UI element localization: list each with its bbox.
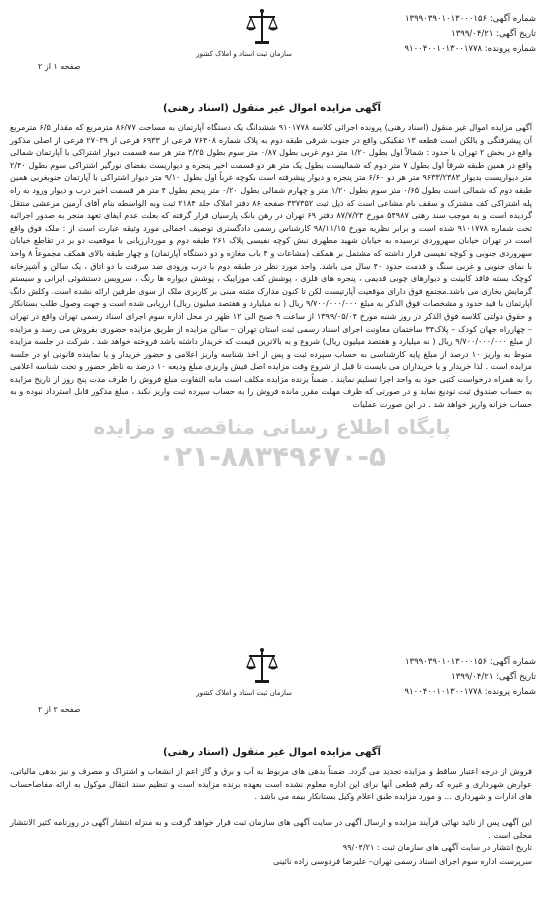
watermark-text: پایگاه اطلاع رسانی مناقصه و مزایده <box>93 415 451 439</box>
scales-of-justice-icon <box>245 8 279 48</box>
watermark-phone: ۰۲۱-۸۸۳۴۹۶۷۰-۵ <box>157 440 387 473</box>
logo-caption: سازمان ثبت اسناد و املاک کشور <box>196 50 292 58</box>
notice-meta <box>286 655 536 700</box>
signature: سرپرست اداره سوم اجرای اسناد رسمی تهران– علیرضا فردوسی زاده نائینی <box>272 856 532 866</box>
organization-logo <box>196 647 292 697</box>
notice-meta <box>286 12 536 57</box>
notice-body: فروش از درجه اعتبار ساقط و مزایده تجدید می گردد. ضمناً بدهی های مربوط به آب و برق و گاز اعم از انشعاب و اشتراک و مصرف و نیز بدهی مالیاتی، عوارض شهرداری و غیره که رقم قطعی آنها برای این اداره معلوم نشده است بعهده برنده مزایده است و تنظیم سند انتقال موکول به ارائه مفاصاحساب های ادارات و شهرداری ... و مورد مزایده طبق اعلام وکیل بستانکار بیمه می باشد . <box>10 766 532 802</box>
notice-title: آگهی مزایده اموال غیر منقول (اسناد رهنی) <box>163 747 381 758</box>
ad-number: شماره آگهی: ۱۳۹۹۰۳۹۰۱۰۱۳۰۰۰۱۵۶ <box>404 657 536 667</box>
publication-date: تاریخ انتشار در سایت آگهی های سازمان ثبت : ۹۹/۰۴/۲۱ <box>342 842 532 852</box>
notice-body-publication: این آگهی پس از تائید نهائی فرآیند مزایده و ارسال آگهی در سایت آگهی های سازمان ثبت قرار خواهد گرفت و به منزله انتشار آگهی در روزنامه کثیر الانتشار محلی است . <box>10 817 532 840</box>
scales-of-justice-icon <box>245 647 279 687</box>
page-folio: صفحه ۲ از ۲ <box>38 705 81 714</box>
ad-number: شماره آگهی: ۱۳۹۹۰۳۹۰۱۰۱۳۰۰۰۱۵۶ <box>404 14 536 24</box>
ad-date: تاریخ آگهی: ۱۳۹۹/۰۴/۲۱ <box>451 672 536 682</box>
ad-date: تاریخ آگهی: ۱۳۹۹/۰۴/۲۱ <box>451 29 536 39</box>
notice-body: آگهی مزایده اموال غیر منقول (اسناد رهنی) پرونده اجرائی کلاسه ۹۱۰۱۷۷۸ ششدانگ یک دستگاه آپارتمان به مساحت ۸۶/۷۷ مترمربع که مقدار ۶/۵ مترمربع آن پیشرفتگی و بالکن است قطعه ۱۳ تفکیکی واقع در جنوب شرقی طبقه دوم به پلاک شماره ۷۶۴۰۸ فرعی از ۶۹۳۳ فرعی از ۲۷۰۳۹ فرعی از اصلی مذکور واقع در بخش ۲ تهران با حدود : شمالاً اول بطول ۱/۲۰ متر دوم غربی بطول ۰/۸۷ متر سوم بطول ۳/۲۵ متر هر سه قسمت دیوار اشتراکی با آپارتمان شمالی واقع در همین طبقه شرقاً اول بطول ۷ متر دوم که شمالیست بطول یک متر هر دو قسمت اخیر پنجره و دیواریست بفضای نورگیر اشتراکی سوم بطول ۲/۴۰ متر دیواریست بدیوار ۹۶۳۳/۲۳۸۳ متر هر دو ۶/۶۰ متر پنجره و دیوار پیشرفته است بکوچه غرباً اول بطول ۹/۱۰ متر دیوار اشتراکی با آپارتمان جنوبغربی همین طبقه دوم که شمالی است بطول ۰/۶۵ متر سوم بطول ۱/۲۰ متر و چهارم شمالی بطول ۰/۲۰ متر پنجم بطول ۴ متر هر قسمت اخیر درب و دیوار ورود به راه پله اشتراکی کف مشترک و سقف بام مشاعی است که ذیل ثبت ۳۳۷۳۵۲ صفحه ۸۶ دفتر املاک جلد ۲۱۸۴ ثبت وبه الواسطه بنام آقای آرمین مرعشی منتقل گردیده است و به موجب سند رهنی ۵۴۹۸۷ مورخ ۸۷/۷/۲۴ دفتر ۶۹ تهران در رهن بانک پارسیان قرار گرفته که بعلت عدم ایفای تعهد منجر به صدور اجرائیه تحت شماره ۹۱۰۱۷۷۸ شده است و برابر نظریه مورخ ۹۸/۱۱/۱۵ کارشناس رسمی دادگستری توصیف اجمالی مورد وثیقه عبارت است از : ملک فوق واقع است در تهران خیابان سهروردی نرسیده به خیابان شهید مطهری نبش کوچه نفیسی پلاک ۲۶۱ طبقه دوم و موردارزیابی با موقعیت دو بر در تقاطع خیابان سهروردی جنوبی و کوچه نفیسی قرار داشته که مشتمل بر همکف (مشاعات و ۴ باب مغازه و دو دستگاه آپارتمان) و چهار طبقه بالای همکف مجموعاً ۸ واحد با نمای جنوبی و غربی سنگ و قدمت حدود ۴۰ سال می باشد. واحد مورد نظر در طبقه دوم با درب ورودی ضد سرقت با دو اتاق ، یک سالن و آشپزخانه کوچک بسته فاقد کابینت و دیوارهای چوبی قدیمی ، پنجره های فلزی ، پوشش کف موزاییک ، پوشش دیواره ها رنگ ، سرویس دستشوئی ایرانی و سیستم گرمایش بخاری می باشد.مجتمع فوق دارای موقعیت آپارتیست لکن تا کنون مدارک مثبته مبنی بر کاربری ملک از سوی طرفین ارائه نشده است. وکلش دانگ آپارتمان با قید حدود و مشخصات فوق الذکر به مبلغ ۹/۷۰۰/۰۰۰/۰۰۰ ریال ( نه میلیارد و هفتصد میلیون ریال) ارزیابی شده است و جهت وصول طلب بستانکار و حقوق دولتی کلاسه فوق الذکر در روز شنبه مورخ ۱۳۹۹/۰۵/۰۴ از ساعت ۹ صبح الی ۱۲ ظهر در محل اداره سوم اجرای اسناد رسمی تهران واقع در تهران – چهارراه جهان کودک – پلاک۳۴ ساختمان معاونت اجرای اسناد رسمی ثبت استان تهران – سالن مزایده از طریق مزایده حضوری بفروش می رسد و مزایده از مبلغ ۹/۷۰۰/۰۰۰/۰۰۰ ریال ( نه میلیارد و هفتصد میلیون ریال) شروع و به بالاترین قیمت که خریدار داشته باشد فروخته خواهد شد . شرکت در جلسه مزایده منوط به واریز ۱۰ درصد از مبلغ پایه کارشناسی به حساب سپرده ثبت و پس از اخذ شناسه واریز اعلامی و حضور خریدار و یا نماینده قانونی او در جلسه مزایده است . لذا خریدار و یا خریداران می بایست تا قبل از شروع وقت مزایده اصل فیش واریزی مبلغ ودیعه ۱۰ درصد به ناظر حضور و تحت شناسه اعلامی را به همراه درخواست کتبی خود به واحد اجرا تسلیم نمایند . ضمناً برنده مزایده مکلف است مابه التفاوت مبلغ فروش را ظرف مدت پنج روز از تاریخ مزایده به حساب صندوق ثبت تودیع نماید و در صورتی که ظرف مهلت مقرر مانده فروش را به حساب سپرده ثبت واریز نکند ، مبلغ مذکور قابل استرداد نبوده و به حساب خزانه واریز خواهد شد . در این صورت عملیات <box>10 122 533 410</box>
page-folio: صفحه ۱ از ۲ <box>38 62 81 71</box>
notice-title: آگهی مزایده اموال غیر منقول (اسناد رهنی) <box>163 103 381 114</box>
organization-logo <box>196 8 292 58</box>
notice-page-2 <box>0 655 544 900</box>
file-number: شماره پرونده: ۹۱۰۰۴۰۰۱۰۱۳۰۰۱۷۷۸ <box>404 687 536 697</box>
logo-caption: سازمان ثبت اسناد و املاک کشور <box>196 689 292 697</box>
file-number: شماره پرونده: ۹۱۰۰۴۰۰۱۰۱۳۰۰۱۷۷۸ <box>404 44 536 54</box>
